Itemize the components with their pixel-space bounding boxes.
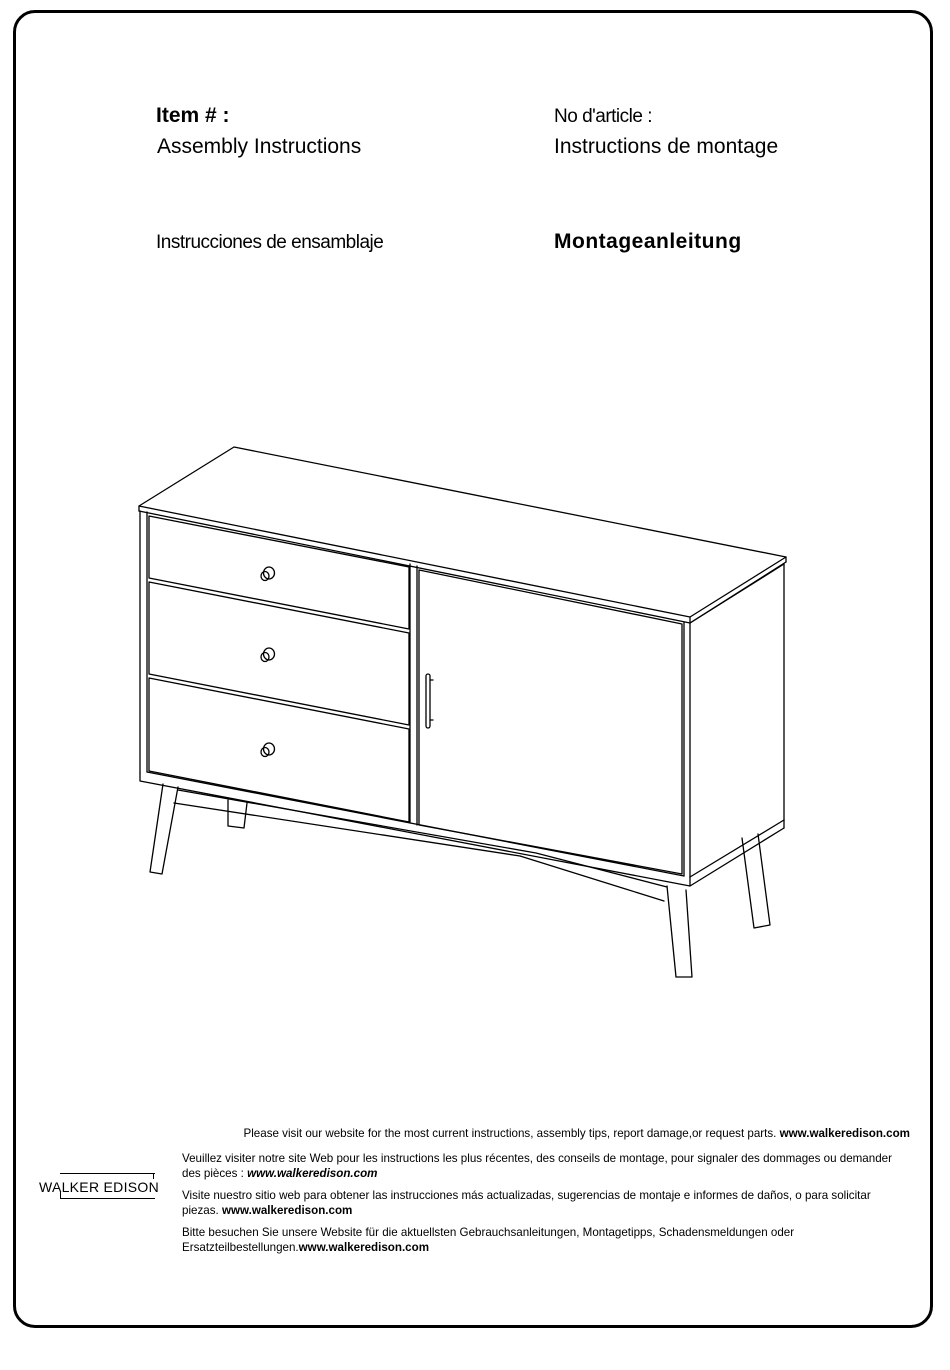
assembly-instructions-de: Montageanleitung [554,230,742,253]
notice-de-link[interactable]: www.walkeredison.com [298,1241,430,1254]
logo-rule-top [60,1173,155,1174]
logo-text: WALKER EDISON [38,1179,160,1195]
drawer-fronts [149,516,409,822]
notice-de-text: Bitte besuchen Sie unsere Website für die aktuellsten Gebrauchsanleitungen, Montagetipps, Schadensmeldungen oder Ersatzteilbestellungen. [182,1226,795,1254]
drawer-knobs [261,567,275,757]
logo-tick-bottom [60,1192,61,1198]
item-number-label: Item # : [156,104,230,127]
item-number-label-fr: No d'article : [554,106,653,127]
notice-fr-link[interactable]: www.walkeredison.com [247,1167,378,1180]
notice-es [182,1188,910,1218]
assembly-instructions-es: Instrucciones de ensamblaje [156,232,384,253]
notice-en-text: Please visit our website for the most current instructions, assembly tips, report damage,or request parts. [243,1127,777,1140]
cabinet-top [139,447,786,623]
logo-rule-bottom [60,1198,155,1199]
notice-en-link[interactable]: www.walkeredison.com [779,1127,910,1140]
assembly-instructions-en: Assembly Instructions [157,135,362,158]
notice-en [182,1126,910,1141]
assembly-instructions-fr: Instructions de montage [554,135,779,158]
notice-fr-text: Veuillez visiter notre site Web pour les instructions les plus récentes, des conseils de montage, pour signaler des dommages ou demander des pièces : [182,1152,892,1180]
website-notice [182,1126,910,1262]
notice-de [182,1225,910,1255]
notice-fr [182,1151,910,1181]
notice-es-link[interactable]: www.walkeredison.com [221,1204,353,1217]
door-front [419,570,682,874]
walker-edison-logo [38,1171,160,1205]
door-handle [426,674,433,728]
notice-es-text: Visite nuestro sitio web para obtener las instrucciones más actualizadas, sugerencias de montaje e informes de daños, o para solicitar piezas. [182,1189,871,1217]
cabinet-legs [150,784,770,977]
